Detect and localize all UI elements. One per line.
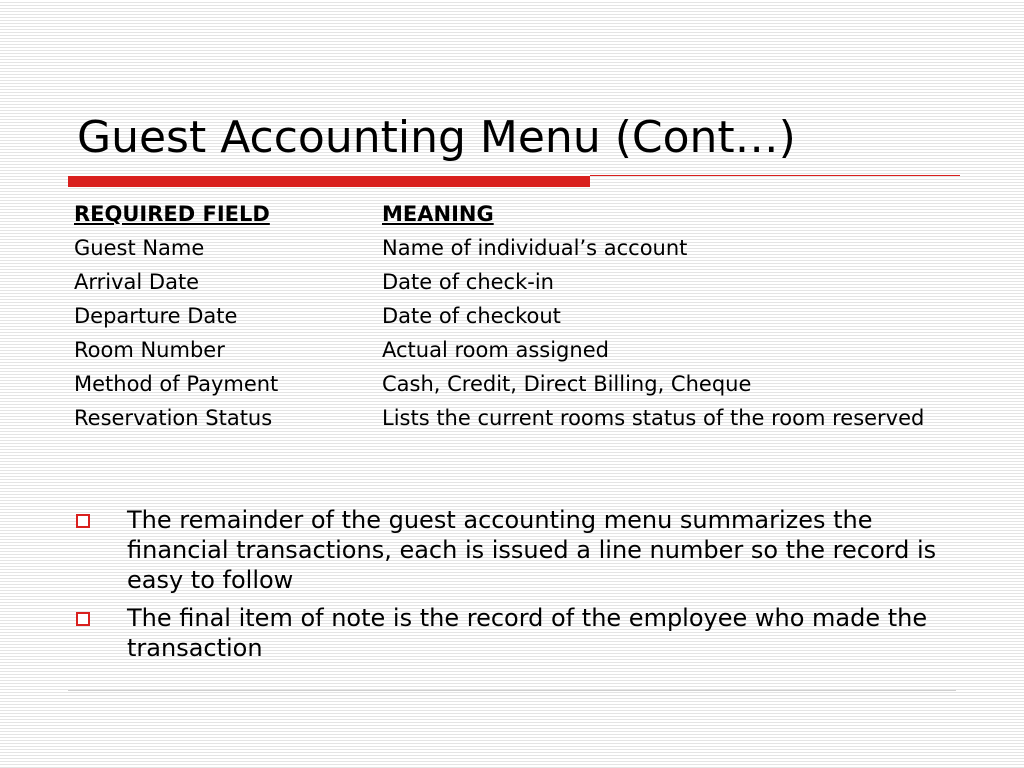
field-cell: Guest Name xyxy=(74,236,205,260)
table-row xyxy=(74,404,954,432)
field-cell: Room Number xyxy=(74,338,225,362)
slide-title: Guest Accounting Menu (Cont…) xyxy=(77,112,796,163)
table-header-row xyxy=(74,200,954,228)
title-underline-thick xyxy=(68,176,590,187)
bullet-list xyxy=(76,505,956,671)
meaning-cell: Date of checkout xyxy=(382,304,561,328)
meaning-cell: Cash, Credit, Direct Billing, Cheque xyxy=(382,372,752,396)
meaning-cell: Name of individual’s account xyxy=(382,236,688,260)
hollow-square-icon xyxy=(76,612,90,626)
table-row xyxy=(74,336,954,364)
hollow-square-icon xyxy=(76,514,90,528)
table-row xyxy=(74,268,954,296)
bullet-text: The final item of note is the record of the employee who made the transaction xyxy=(127,604,928,662)
fields-table xyxy=(74,200,954,438)
table-row xyxy=(74,234,954,262)
list-item xyxy=(76,603,956,663)
table-row xyxy=(74,370,954,398)
header-meaning: MEANING xyxy=(382,202,494,226)
field-cell: Arrival Date xyxy=(74,270,200,294)
footer-divider xyxy=(68,690,956,691)
list-item xyxy=(76,505,956,595)
field-cell: Reservation Status xyxy=(74,406,273,430)
meaning-cell: Date of check-in xyxy=(382,270,554,294)
meaning-cell: Actual room assigned xyxy=(382,338,609,362)
field-cell: Departure Date xyxy=(74,304,238,328)
meaning-cell: Lists the current rooms status of the room reserved xyxy=(382,406,925,430)
bullet-text: The remainder of the guest accounting menu summarizes the financial transactions, each is issued a line number so the record is easy to follow xyxy=(127,506,937,594)
header-required-field: REQUIRED FIELD xyxy=(74,202,270,226)
title-underline-thin xyxy=(590,175,960,176)
field-cell: Method of Payment xyxy=(74,372,279,396)
table-row xyxy=(74,302,954,330)
